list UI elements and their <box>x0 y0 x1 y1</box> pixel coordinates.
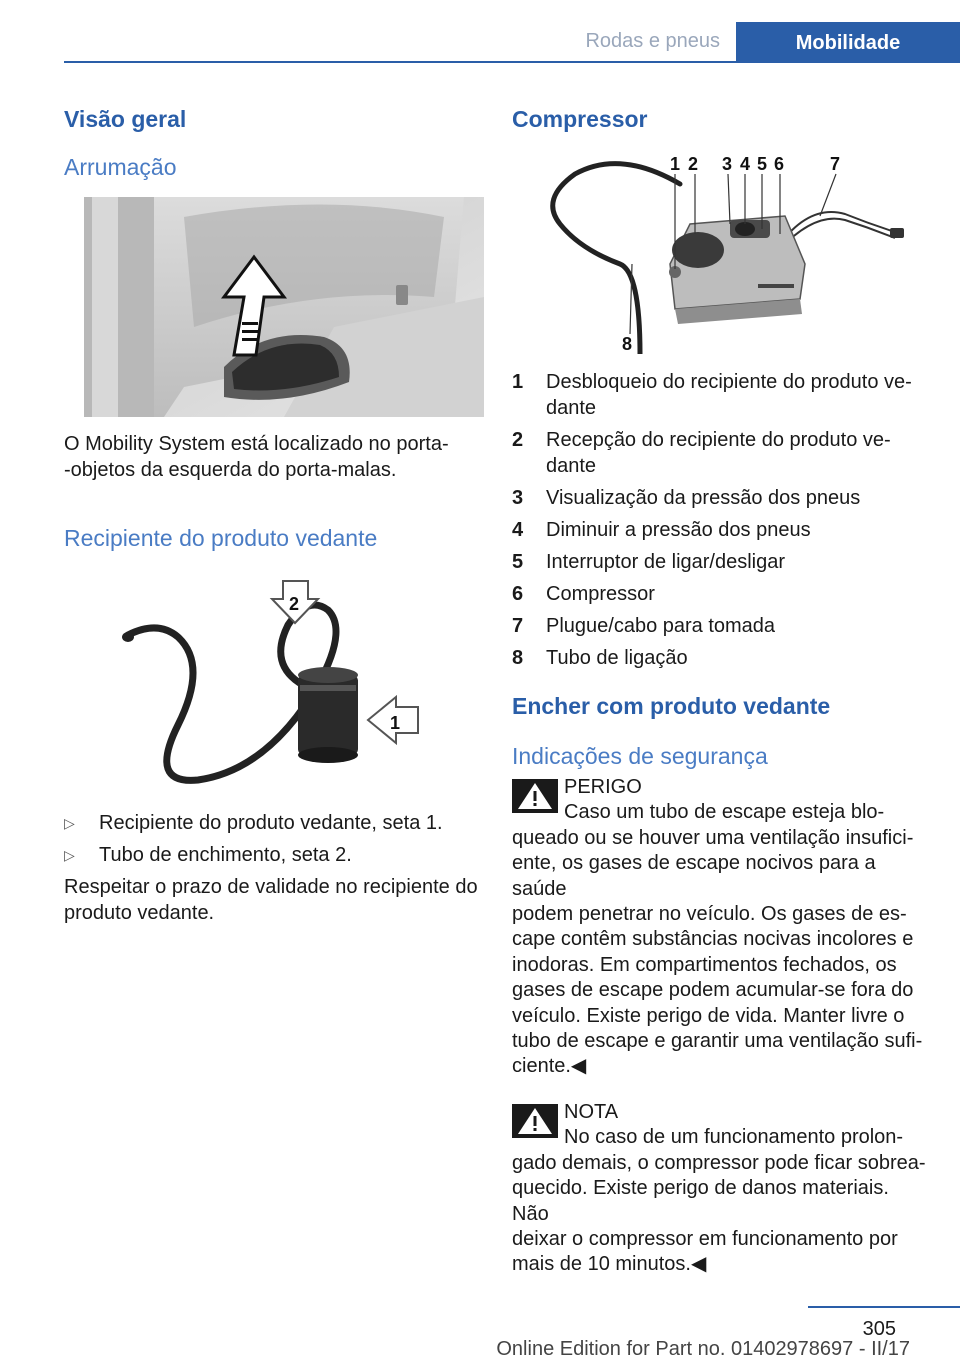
storage-subtitle: Arrumação <box>64 154 177 180</box>
trunk-storage-figure <box>84 197 484 417</box>
warning-triangle-icon <box>512 1104 558 1138</box>
fill-sealant-title: Encher com produto vedante <box>512 693 831 719</box>
callout-6: 6 <box>774 154 785 174</box>
left-column <box>64 100 480 926</box>
bullet-item: ▷ Tubo de enchimento, seta 2. <box>64 844 352 866</box>
callout-4: 4 <box>740 154 751 174</box>
note-warning <box>512 1100 928 1278</box>
callout-7: 7 <box>830 154 841 174</box>
list-item: 2 Recepção do recipiente do produto ve- dante <box>512 429 891 477</box>
list-item: 5 Interruptor de ligar/desligar <box>512 551 786 573</box>
arrow-1-label: 1 <box>390 713 401 733</box>
callout-8: 8 <box>622 334 633 354</box>
page-number: 305 <box>862 1318 896 1340</box>
sealant-bullets <box>64 810 480 868</box>
sealant-container-subtitle: Recipiente do produto vedante <box>64 525 378 551</box>
storage-description: O Mobility System está localizado no porta- -objetos da esquerda do porta-malas. <box>64 433 449 481</box>
list-item: 1 Desbloqueio do recipiente do produto ve- dante <box>512 371 912 419</box>
validity-note: Respeitar o prazo de validade no recipiente do produto vedante. <box>64 876 478 924</box>
compressor-figure <box>540 154 920 354</box>
list-item: 3 Visualização da pressão dos pneus <box>512 487 861 509</box>
bullet-item: ▷ Recipiente do produto vedante, seta 1. <box>64 812 443 834</box>
danger-text: Caso um tubo de escape esteja blo- queado ou se houver uma ventilação insufici- ente, os gases de escape nocivos para a saúde podem penetrar no veículo. Os gases de es- cape contêm substâncias nocivas incolores e inodoras. Em compartimentos fechados, os gases de escape podem acumular-se fora do veículo. Existe perigo de vida. Manter livre o tubo de escape e garantir uma ventilação sufi- ciente.◀ <box>512 801 923 1078</box>
header-active-tab[interactable]: Mobilidade <box>736 22 960 63</box>
safety-subtitle: Indicações de segurança <box>512 743 768 769</box>
arrow-2-label: 2 <box>289 594 300 614</box>
callout-2: 2 <box>688 154 699 174</box>
compressor-title: Compressor <box>512 106 648 132</box>
header-section-tab[interactable]: Rodas e pneus <box>585 30 720 52</box>
list-item: 8 Tubo de ligação <box>512 647 688 669</box>
note-text: No caso de um funcionamento prolon- gado demais, o compressor pode ficar sobrea- quecido. Existe perigo de danos materiais. Não deixar o compressor em funcionamento por mais de 10 minutos.◀ <box>512 1126 926 1276</box>
list-item: 6 Compressor <box>512 583 655 605</box>
footer-rule <box>808 1306 960 1308</box>
danger-label: PERIGO <box>564 776 642 798</box>
danger-warning <box>512 775 928 1080</box>
sealant-container-figure <box>118 575 448 790</box>
list-item: 7 Plugue/cabo para tomada <box>512 615 776 637</box>
triangle-bullet-icon: ▷ <box>64 815 75 831</box>
callout-1: 1 <box>670 154 681 174</box>
warning-triangle-icon <box>512 779 558 813</box>
callout-3: 3 <box>722 154 733 174</box>
list-item: 4 Diminuir a pressão dos pneus <box>512 519 811 541</box>
overview-title: Visão geral <box>64 106 187 132</box>
callout-5: 5 <box>757 154 768 174</box>
note-label: NOTA <box>564 1100 619 1123</box>
right-column <box>512 100 928 1278</box>
triangle-bullet-icon: ▷ <box>64 847 75 863</box>
edition-info: Online Edition for Part no. 01402978697 - II/17 <box>496 1338 910 1360</box>
compressor-parts-list <box>512 369 928 671</box>
